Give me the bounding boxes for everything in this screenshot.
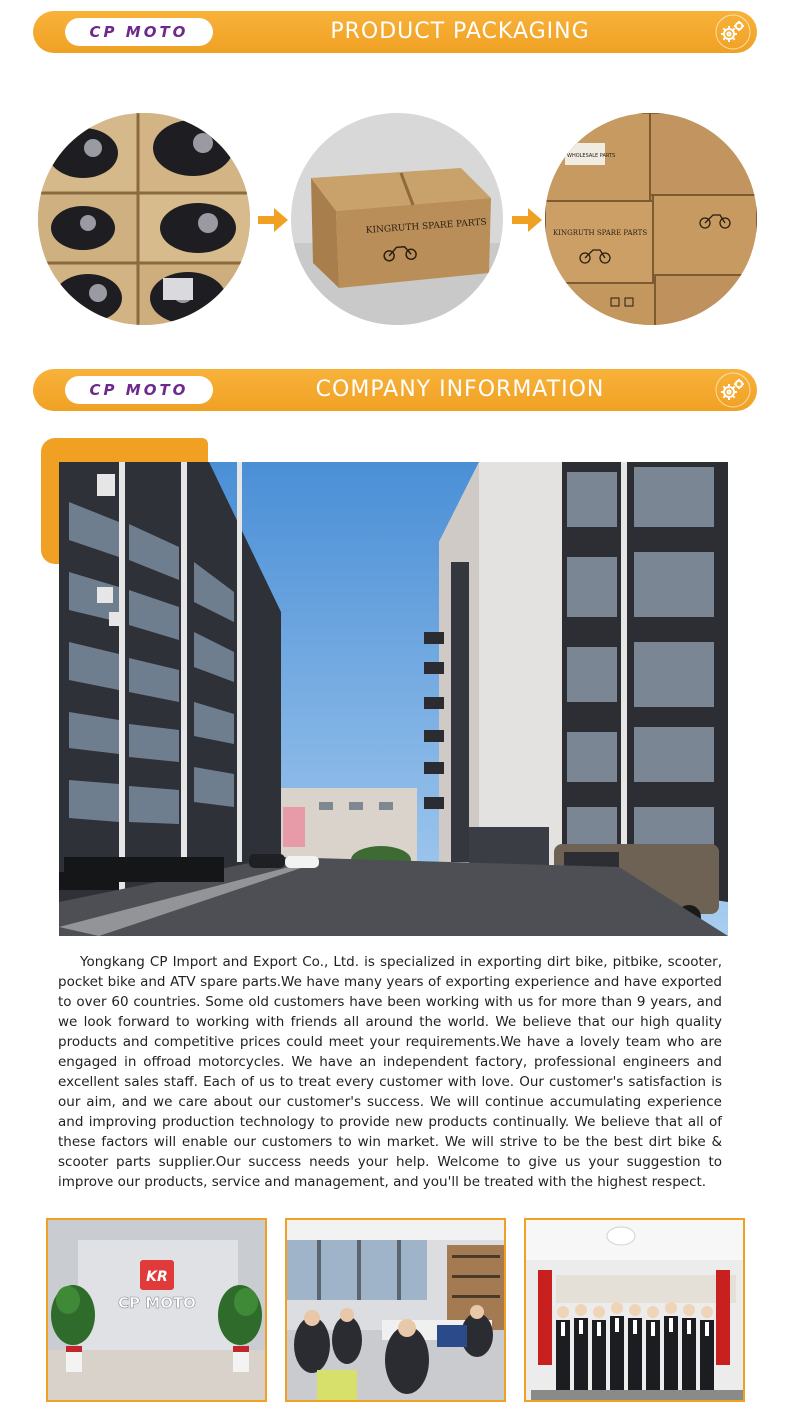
section-title: COMPANY INFORMATION bbox=[315, 377, 605, 402]
brand-logo-text: CP MOTO bbox=[89, 381, 189, 399]
arrow-right-icon bbox=[512, 207, 542, 233]
gears-icon bbox=[715, 372, 751, 408]
brand-logo bbox=[65, 376, 213, 404]
box-label: KINGRUTH SPARE PARTS bbox=[553, 229, 648, 237]
team-photo bbox=[524, 1218, 745, 1402]
section-header-packaging bbox=[33, 11, 757, 53]
brand-logo-text: CP MOTO bbox=[89, 23, 189, 41]
company-description: Yongkang CP Import and Export Co., Ltd. is specialized in exporting dirt bike, pitbike, scooter, pocket bike and ATV spare parts.We have many years of exporting experience and have exported to over 60 countries. Some old customers have been working with us for more than 9 years, and we look forward to working with friends all around the world. We believe that our high quality products and competitive prices could meet your requirements.We have a lovely team who are engaged in offroad motorcycles. We have an independent factory, professional engineers and excellent sales staff. Each of us to treat every customer with love. Our customer's satisfaction is our aim, and we care about our customer's success. We will continue accumulating experience and improving production technology to provide new products continually. We believe that all of these factors will enable our customers to win market. We will strive to be the best dirt bike & scooter parts supplier.Our success needs your help. Welcome to give us your suggestion to improve our products, service and management, and you'll be treated with the highest respect. bbox=[58, 954, 722, 1190]
office-reception-photo bbox=[46, 1218, 267, 1402]
packaging-photo-stacked-boxes bbox=[545, 113, 757, 325]
section-title: PRODUCT PACKAGING bbox=[330, 19, 590, 44]
company-building-photo bbox=[59, 462, 728, 936]
arrow-right-icon bbox=[258, 207, 288, 233]
office-sign-brand: CP MOTO bbox=[118, 1294, 196, 1312]
section-header-company bbox=[33, 369, 757, 411]
office-sign-mark: KR bbox=[146, 1269, 168, 1285]
packaging-photo-box bbox=[291, 113, 503, 325]
box-tag: WHOLESALE PARTS bbox=[567, 153, 616, 159]
gears-icon bbox=[715, 14, 751, 50]
packaging-photo-parts bbox=[38, 113, 250, 325]
box-label: KINGRUTH SPARE PARTS bbox=[365, 217, 487, 236]
brand-logo bbox=[65, 18, 213, 46]
office-workspace-photo bbox=[285, 1218, 506, 1402]
